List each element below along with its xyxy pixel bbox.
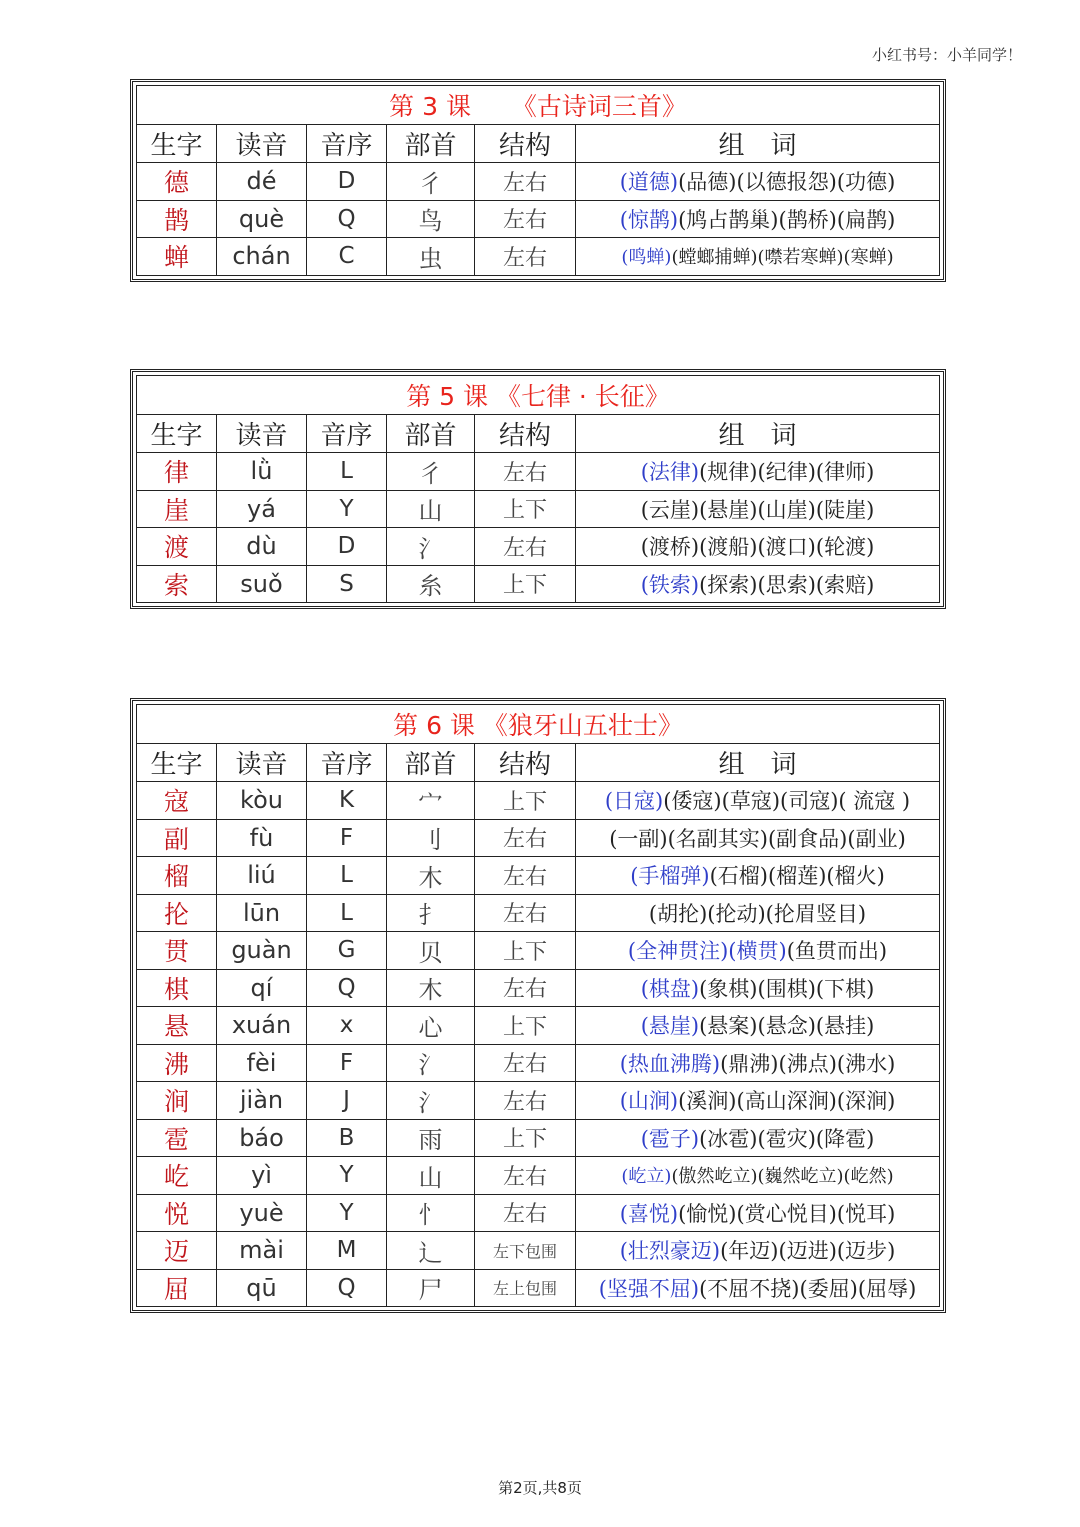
pinyin-cell: yì [217,1157,307,1195]
table-row [137,1044,940,1082]
structure-cell: 上下 [475,490,576,528]
structure-cell: 左上包围 [475,1269,576,1307]
words-cell [576,528,940,566]
table-row [137,819,940,857]
words-cell [576,163,940,201]
char-cell: 雹 [137,1119,217,1157]
pinyin-cell: jiàn [217,1082,307,1120]
words-highlight: (手榴弹) [630,864,710,889]
lesson-table-6 [130,698,946,1313]
words-highlight: (雹子) [640,1126,700,1151]
table-row [137,1194,940,1232]
pinyin-cell: báo [217,1119,307,1157]
words-text: (渡桥)(渡船)(渡口)(轮渡) [640,535,875,560]
radical-cell: 贝 [387,932,475,970]
radical-cell: 刂 [387,819,475,857]
words-cell [576,857,940,895]
words-cell [576,453,940,491]
char-cell: 悬 [137,1007,217,1045]
sequence-cell: Q [307,200,387,238]
words-cell [576,1082,940,1120]
radical-cell: 虫 [387,238,475,276]
char-cell: 律 [137,453,217,491]
header-char: 生字 [137,125,217,163]
words-highlight: (全神贯注)(横贯) [627,939,787,964]
radical-cell: 心 [387,1007,475,1045]
table-row [137,1269,940,1307]
sequence-cell: G [307,932,387,970]
page-footer: 第2页,共8页 [498,1479,582,1497]
radical-cell: 辶 [387,1232,475,1270]
sequence-cell: L [307,453,387,491]
table-row [137,200,940,238]
char-cell: 悦 [137,1194,217,1232]
char-cell: 副 [137,819,217,857]
words-cell [576,1157,940,1195]
header-words: 组 词 [576,415,940,453]
structure-cell: 左右 [475,1157,576,1195]
words-text: (不屈不挠)(委屈)(屈辱) [699,1276,917,1301]
char-cell: 贯 [137,932,217,970]
words-highlight: (铁索) [640,572,700,597]
pinyin-cell: mài [217,1232,307,1270]
lesson-table-3 [130,79,946,282]
sequence-cell: F [307,1044,387,1082]
words-highlight: (棋盘) [640,976,700,1001]
header-sequence: 音序 [307,415,387,453]
structure-cell: 左右 [475,528,576,566]
words-highlight: (壮烈豪迈) [619,1239,721,1264]
words-highlight: (悬崖) [640,1014,700,1039]
char-cell: 索 [137,565,217,603]
structure-cell: 左右 [475,1194,576,1232]
header-structure: 结构 [475,744,576,782]
words-cell [576,1232,940,1270]
lesson-title: 第 3 课 《古诗词三首》 [137,86,940,125]
words-text: (云崖)(悬崖)(山崖)(陡崖) [640,497,875,522]
structure-cell: 左右 [475,857,576,895]
sequence-cell: F [307,819,387,857]
sequence-cell: M [307,1232,387,1270]
char-cell: 屈 [137,1269,217,1307]
table-row [137,163,940,201]
words-cell [576,932,940,970]
pinyin-cell: chán [217,238,307,276]
pinyin-cell: liú [217,857,307,895]
words-text: (鱼贯而出) [786,939,888,964]
words-cell [576,819,940,857]
sequence-cell: D [307,528,387,566]
table-row [137,932,940,970]
words-text: (探索)(思索)(索赔) [699,572,875,597]
words-text: (溪涧)(高山深涧)(深涧) [678,1089,896,1114]
words-cell [576,565,940,603]
words-cell [576,1194,940,1232]
words-highlight: (山涧) [619,1089,679,1114]
words-cell [576,782,940,820]
words-text: (石榴)(榴莲)(榴火) [709,864,885,889]
table-row [137,1119,940,1157]
lesson-table-5 [130,369,946,609]
pinyin-cell: yá [217,490,307,528]
words-cell [576,238,940,276]
words-text: (倭寇)(草寇)(司寇)( 流寇 ) [663,789,911,814]
sequence-cell: Q [307,1269,387,1307]
pinyin-cell: fù [217,819,307,857]
structure-cell: 左右 [475,453,576,491]
words-highlight: (鸣蝉) [621,247,672,269]
table-row [137,453,940,491]
words-highlight: (日寇) [604,789,664,814]
lesson-grid [136,85,940,276]
table-row [137,782,940,820]
words-cell [576,1007,940,1045]
pinyin-cell: què [217,200,307,238]
structure-cell: 左右 [475,238,576,276]
char-cell: 屹 [137,1157,217,1195]
radical-cell: 宀 [387,782,475,820]
radical-cell: 忄 [387,1194,475,1232]
header-sequence: 音序 [307,744,387,782]
sequence-cell: L [307,894,387,932]
words-cell [576,969,940,1007]
words-highlight: (惊鹊) [619,207,679,232]
char-cell: 寇 [137,782,217,820]
header-radical: 部首 [387,125,475,163]
sequence-cell: L [307,857,387,895]
words-text: (鸠占鹊巢)(鹊桥)(扁鹊) [678,207,896,232]
sequence-cell: D [307,163,387,201]
words-text: (傲然屹立)(巍然屹立)(屹然) [671,1166,894,1188]
header-note: 小红书号：小羊同学！ [871,46,1022,64]
pinyin-cell: fèi [217,1044,307,1082]
words-text: (愉悦)(赏心悦目)(悦耳) [678,1201,896,1226]
header-pinyin: 读音 [217,415,307,453]
sequence-cell: B [307,1119,387,1157]
words-cell [576,200,940,238]
words-text: (年迈)(迈进)(迈步) [720,1239,896,1264]
pinyin-cell: suǒ [217,565,307,603]
table-row [137,238,940,276]
char-cell: 沸 [137,1044,217,1082]
words-cell [576,490,940,528]
table-row [137,565,940,603]
structure-cell: 左右 [475,1082,576,1120]
words-text: (品德)(以德报怨)(功德) [678,170,896,195]
lesson-grid [136,375,940,603]
radical-cell: 糸 [387,565,475,603]
table-row [137,528,940,566]
radical-cell: 氵 [387,1044,475,1082]
radical-cell: 山 [387,490,475,528]
sequence-cell: x [307,1007,387,1045]
table-row [137,1157,940,1195]
words-highlight: (屹立) [621,1166,672,1188]
char-cell: 抡 [137,894,217,932]
char-cell: 榴 [137,857,217,895]
char-cell: 蝉 [137,238,217,276]
radical-cell: 雨 [387,1119,475,1157]
char-cell: 渡 [137,528,217,566]
sequence-cell: Q [307,969,387,1007]
structure-cell: 左右 [475,969,576,1007]
header-structure: 结构 [475,125,576,163]
radical-cell: 木 [387,857,475,895]
char-cell: 迈 [137,1232,217,1270]
header-radical: 部首 [387,744,475,782]
radical-cell: 鸟 [387,200,475,238]
pinyin-cell: lūn [217,894,307,932]
words-cell [576,894,940,932]
words-text: (螳螂捕蝉)(噤若寒蝉)(寒蝉) [671,247,894,269]
header-words: 组 词 [576,744,940,782]
pinyin-cell: xuán [217,1007,307,1045]
radical-cell: 氵 [387,528,475,566]
char-cell: 德 [137,163,217,201]
words-text: (象棋)(围棋)(下棋) [699,976,875,1001]
words-highlight: (热血沸腾) [619,1051,721,1076]
char-cell: 崖 [137,490,217,528]
header-radical: 部首 [387,415,475,453]
words-text: (鼎沸)(沸点)(沸水) [720,1051,896,1076]
words-text: (胡抡)(抡动)(抡眉竖目) [648,901,867,926]
structure-cell: 上下 [475,932,576,970]
words-text: (冰雹)(雹灾)(降雹) [699,1126,875,1151]
structure-cell: 上下 [475,1007,576,1045]
sequence-cell: S [307,565,387,603]
table-row [137,1232,940,1270]
sequence-cell: J [307,1082,387,1120]
structure-cell: 上下 [475,565,576,603]
sequence-cell: Y [307,1157,387,1195]
pinyin-cell: kòu [217,782,307,820]
radical-cell: 扌 [387,894,475,932]
char-cell: 涧 [137,1082,217,1120]
structure-cell: 左右 [475,1044,576,1082]
pinyin-cell: lǜ [217,453,307,491]
table-row [137,894,940,932]
words-cell [576,1119,940,1157]
pinyin-cell: guàn [217,932,307,970]
words-highlight: (法律) [640,460,700,485]
header-words: 组 词 [576,125,940,163]
words-text: (规律)(纪律)(律师) [699,460,875,485]
header-char: 生字 [137,744,217,782]
words-highlight: (道德) [619,170,679,195]
sequence-cell: C [307,238,387,276]
structure-cell: 左右 [475,894,576,932]
sequence-cell: Y [307,1194,387,1232]
char-cell: 棋 [137,969,217,1007]
radical-cell: 氵 [387,1082,475,1120]
char-cell: 鹊 [137,200,217,238]
structure-cell: 左右 [475,163,576,201]
words-text: (悬案)(悬念)(悬挂) [699,1014,875,1039]
words-highlight: (坚强不屈) [598,1276,700,1301]
structure-cell: 左右 [475,200,576,238]
radical-cell: 木 [387,969,475,1007]
lesson-grid [136,704,940,1307]
words-highlight: (喜悦) [619,1201,679,1226]
header-pinyin: 读音 [217,744,307,782]
pinyin-cell: qū [217,1269,307,1307]
words-cell [576,1269,940,1307]
sequence-cell: K [307,782,387,820]
radical-cell: 彳 [387,453,475,491]
table-row [137,1082,940,1120]
radical-cell: 彳 [387,163,475,201]
structure-cell: 左下包围 [475,1232,576,1270]
header-sequence: 音序 [307,125,387,163]
pinyin-cell: qí [217,969,307,1007]
table-row [137,490,940,528]
structure-cell: 上下 [475,1119,576,1157]
pinyin-cell: dé [217,163,307,201]
pinyin-cell: dù [217,528,307,566]
header-char: 生字 [137,415,217,453]
words-text: (一副)(名副其实)(副食品)(副业) [609,826,906,851]
table-row [137,857,940,895]
radical-cell: 山 [387,1157,475,1195]
structure-cell: 左右 [475,819,576,857]
radical-cell: 尸 [387,1269,475,1307]
lesson-title: 第 5 课 《七律 · 长征》 [137,376,940,415]
table-row [137,1007,940,1045]
pinyin-cell: yuè [217,1194,307,1232]
table-row [137,969,940,1007]
words-cell [576,1044,940,1082]
header-pinyin: 读音 [217,125,307,163]
sequence-cell: Y [307,490,387,528]
header-structure: 结构 [475,415,576,453]
lesson-title: 第 6 课 《狼牙山五壮士》 [137,705,940,744]
structure-cell: 上下 [475,782,576,820]
